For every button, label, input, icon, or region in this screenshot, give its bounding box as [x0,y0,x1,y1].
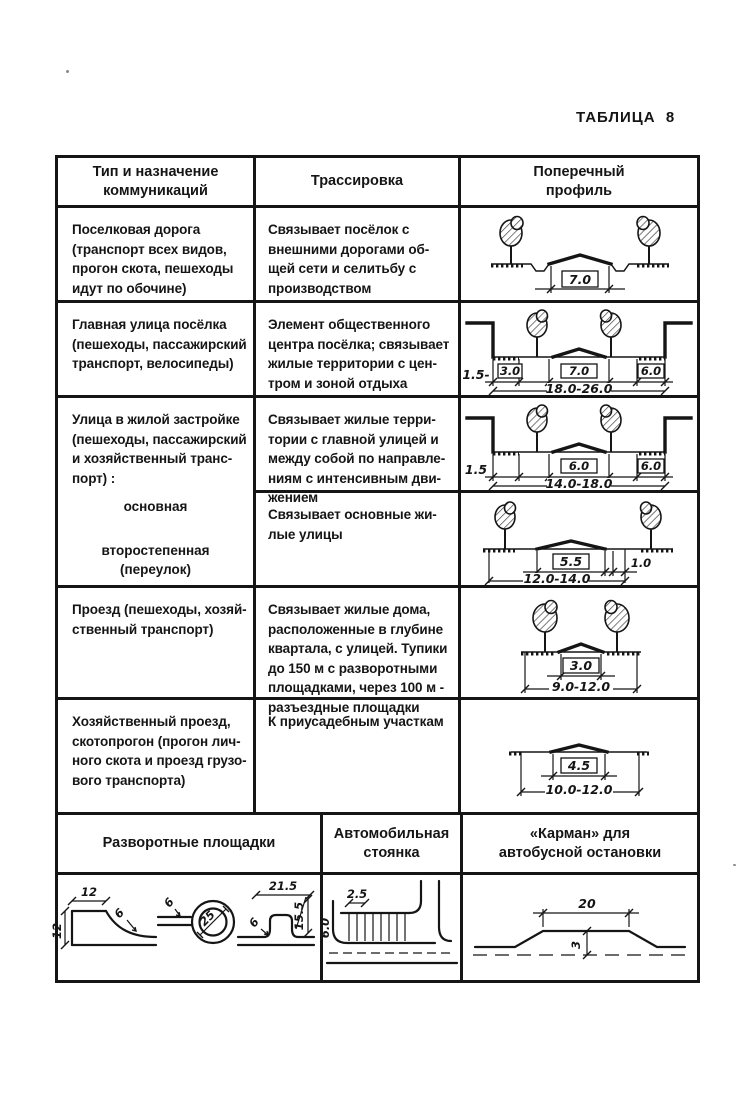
dimension [521,652,641,694]
header-car-parking: Автомобильная стоянка [323,815,463,872]
car-parking-drawing [318,875,460,980]
dimension-label: 9.0-12.0 [551,679,611,694]
dimension-label: 7.0 [568,272,592,287]
dimension-label: 12 [80,885,98,899]
tree-icon [527,405,548,452]
row5-type-text: Хозяйственный проезд, скотопрогон (прогон лич- ного скота и проезд грузо- вого транспорта) [58,700,256,812]
dimension [485,549,651,586]
table-row [58,208,697,303]
dimension [465,454,673,491]
table-row [58,588,697,715]
header-bus-stop-pocket: «Карман» для автобусной остановки [498,825,662,861]
tree-icon [601,405,622,452]
dimension-label: 20 [578,896,596,911]
column-header-type: Тип и назначение коммуникаций [58,158,256,205]
profile-drawing-main-street [461,303,697,395]
dimension-label: 6.0 [640,364,662,378]
row4-type-text: Проезд (пешеходы, хозяй- ственный транспорт) [58,588,256,697]
ground-line [509,745,649,754]
table-subrow [256,493,697,585]
table-row [58,398,697,588]
car-parking-cell [318,875,463,980]
dimension-label: 3.0 [499,364,521,378]
dimension-label: 25 [196,907,218,929]
row3-type-text: Улица в жилой застройке (пешеходы, пассажирский и хозяйственный транс- порт) : [72,412,247,486]
dimension [517,752,643,797]
table-caption: ТАБЛИЦА 8 [576,109,676,126]
dimension-label: 6.0 [568,459,590,473]
dimension-label: 1.0 [630,556,652,570]
profile-drawing-settlement-road [461,208,697,300]
row5-tracing-text: К приусадебным участкам [256,700,461,812]
tree-icon [637,217,660,265]
dimension-label: 5.5 [559,554,583,569]
dimension-label: 7.0 [568,364,590,378]
row3b-profile-cell [461,493,697,585]
tree-icon [533,601,557,653]
dimension [462,359,673,396]
dimension-label: 18.0-26.0 [545,381,613,396]
dimension-label: 6.0 [640,459,662,473]
column-header-profile: Поперечный профиль [533,163,625,199]
row1-tracing-text: Связывает посёлок с внешними дорогами об- щей сети и селитьбу с производством [256,208,461,300]
bus-stop-pocket-cell [463,875,697,980]
row4-profile-cell [461,588,697,697]
tree-icon [527,310,548,357]
profile-drawing-residential-main [461,398,697,490]
l-shaped-turnaround [50,885,156,949]
row4-tracing-text: Связывает жилые дома, расположенные в глубине квартала, с улицей. Тупики до 150 м с разворотными площадками, через 100 м - разъездные площадки [256,588,461,697]
dimension-label: 12 [50,922,64,940]
row3a-tracing-text: Связывает жилые терри- тории с главной улицей и между собой по направле- ниям с интенсивным дви- жением [256,398,461,490]
dimension-label: 4.5 [567,758,591,773]
loop-turnaround [158,895,234,943]
scan-speck [733,864,736,866]
tree-icon [601,310,622,357]
dimension-label: 2.5 [346,887,368,901]
dimension-label: 1.5 [464,462,488,477]
table-header-row [58,158,697,208]
ground-line [483,541,673,551]
row2-profile-cell [461,303,697,395]
ground-line [521,644,641,654]
row1-type-text: Поселковая дорога (транспорт всех видов, прогон скота, пешеходы идут по обочине) [58,208,256,300]
turnaround-areas-drawing [50,875,320,980]
bottom-drawings-row [50,875,697,980]
header-turnaround-areas: Разворотные площадки [58,815,323,872]
building-icon [467,418,493,452]
row2-tracing-text: Элемент общественного центра посёлка; связывает жилые территории с цен- тром и зоной отдыха [256,303,461,395]
dimension [533,896,639,959]
profile-drawing-driveway [461,588,697,697]
row3-subrows [256,398,697,585]
road-classification-table [50,155,700,983]
row2-type-text: Главная улица посёлка (пешеходы, пассажирский транспорт, велосипеды) [58,303,256,395]
column-header-tracing: Трассировка [256,158,461,205]
dimension-label: 15.5 [292,901,306,931]
row3-option-main: основная [123,499,188,514]
profile-drawing-residential-secondary [461,493,697,585]
t-shaped-turnaround [238,879,314,945]
tree-icon [500,217,523,265]
building-icon [665,418,691,452]
row3b-tracing-text: Связывает основные жи- лые улицы [256,493,461,585]
row3-type-cell [58,398,256,585]
turnaround-areas-cell [50,875,323,980]
ground-line [491,255,669,271]
dimension-label: 12.0-14.0 [523,571,591,586]
bottom-header-row [58,815,697,875]
scan-speck [66,70,69,73]
ground-line [493,444,665,454]
dimension-label: 3.0 [569,658,593,673]
table-subrow [256,398,697,505]
dimension-label: 21.5 [268,879,298,893]
table-row [58,303,697,398]
dimension-label: 14.0-18.0 [545,476,613,491]
row1-profile-cell [461,208,697,300]
dimension-label: 6 [160,894,177,910]
building-icon [665,323,691,357]
dimension-label: 3 [569,940,583,950]
tree-icon [605,601,629,653]
profile-drawing-farm-driveway [461,700,697,812]
dimension-label: 10.0-12.0 [545,782,613,797]
ground-line [493,349,665,359]
dimension-label: 6 [111,905,127,921]
building-icon [467,323,493,357]
dimension [535,266,625,293]
dimension-label: 1.5- [462,367,490,382]
bus-stop-pocket-drawing [463,875,697,980]
row5-profile-cell [461,700,697,812]
tree-icon [495,502,516,549]
tree-icon [641,502,662,549]
table-row [58,700,697,815]
row3a-profile-cell [461,398,697,490]
row3-option-secondary: второстепенная (переулок) [101,542,210,577]
dimension-label: 6 [245,914,262,930]
dimension-label: 6.0 [318,917,332,939]
